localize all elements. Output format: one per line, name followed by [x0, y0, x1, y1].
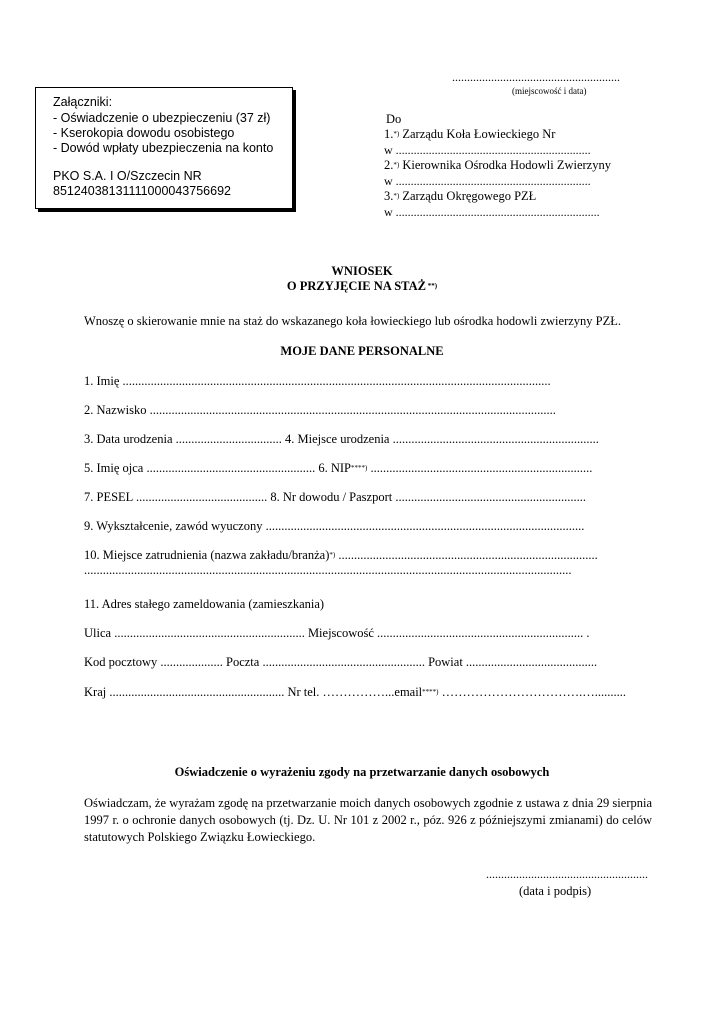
footnote-mark: ****) — [422, 688, 439, 696]
recipient-option-3-field[interactable]: w .................................................................... — [384, 205, 600, 219]
footnote-mark: *) — [329, 551, 336, 559]
consent-text: Oświadczam, że wyrażam zgodę na przetwarzanie moich danych osobowych zgodnie z ustawa z dnia 29 sierpnia 1997 r. o ochronie danych osobowych (tj. Dz. U. Nr 101 z 2002 r., póz. 926 z późniejszymi zmianami) do celów statutowych Polskiego Związku Łowieckiego. — [84, 796, 652, 844]
option-number: 2. — [384, 158, 394, 172]
attachments-box — [35, 87, 293, 209]
place-date-caption: (miejscowość i data) — [512, 86, 587, 96]
attachment-item: - Oświadczenie o ubezpieczeniu (37 zł) — [53, 111, 271, 125]
footnote-mark: ****) — [351, 464, 368, 472]
attachment-item: - Kserokopia dowodu osobistego — [53, 126, 235, 140]
attachments-title: Załączniki: — [53, 95, 113, 109]
document-title: WNIOSEK — [331, 264, 393, 278]
attachment-item: - Dowód wpłaty ubezpieczenia na konto — [53, 141, 274, 155]
recipient-to-label: Do — [386, 112, 402, 126]
footnote-mark: **) — [425, 282, 438, 290]
option-number: 1. — [384, 127, 394, 141]
field-postal-district[interactable]: Kod pocztowy .................... Poczta .................................................... Powiat .......................................... — [84, 655, 598, 669]
option-label: Kierownika Ośrodka Hodowli Zwierzyny — [399, 158, 611, 172]
document-subtitle — [0, 279, 724, 294]
field-text: …………………………….….......... — [438, 685, 627, 699]
option-label: Zarządu Okręgowego PZŁ — [399, 189, 537, 203]
recipient-option-1-field[interactable]: w ................................................................. — [384, 143, 591, 157]
footnote-mark: *) — [393, 192, 400, 200]
bank-name: PKO S.A. I O/Szczecin NR — [53, 169, 202, 183]
field-text: ................................................................................... — [335, 548, 598, 562]
field-employment[interactable] — [84, 548, 598, 563]
field-father-name-nip[interactable] — [84, 461, 592, 476]
signature-line[interactable]: ...................................................... — [486, 867, 648, 881]
field-text: Kraj ........................................................ Nr tel. ……………...email — [84, 685, 423, 699]
footnote-mark: *) — [393, 130, 400, 138]
consent-heading: Oświadczenie o wyrażeniu zgody na przetwarzanie danych osobowych — [174, 765, 550, 779]
field-text: 5. Imię ojca ...................................................... 6. NIP — [84, 461, 351, 475]
field-address-heading: 11. Adres stałego zameldowania (zamieszkania) — [84, 597, 325, 611]
field-first-name[interactable]: 1. Imię ......................................................................................................................................... — [84, 374, 551, 388]
recipient-option-1[interactable] — [384, 127, 555, 142]
section-personal-heading: MOJE DANE PERSONALNE — [280, 344, 444, 358]
recipient-option-2[interactable] — [384, 158, 611, 173]
field-last-name[interactable]: 2. Nazwisko .................................................................................................................................. — [84, 403, 556, 417]
field-text: ....................................................................... — [367, 461, 593, 475]
subtitle-text: O PRZYJĘCIE NA STAŻ — [286, 279, 426, 293]
field-employment-continued[interactable]: ............................................................................................................................................................ — [84, 563, 572, 577]
recipient-option-2-field[interactable]: w ................................................................. — [384, 174, 591, 188]
field-country-phone-email[interactable] — [84, 685, 626, 700]
intro-text: Wnoszę o skierowanie mnie na staż do wskazanego koła łowieckiego lub ośrodka hodowli zwierzyny PZŁ. — [84, 314, 621, 328]
signature-caption: (data i podpis) — [519, 884, 592, 898]
option-number: 3. — [384, 189, 394, 203]
field-text: 10. Miejsce zatrudnienia (nazwa zakładu/branża) — [84, 548, 330, 562]
bank-account-number: 85124038131111000043756692 — [53, 184, 231, 198]
option-label: Zarządu Koła Łowieckiego Nr — [399, 127, 556, 141]
place-date-line[interactable]: ........................................................ — [452, 70, 620, 84]
footnote-mark: *) — [393, 161, 400, 169]
field-education[interactable]: 9. Wykształcenie, zawód wyuczony ...................................................................................................... — [84, 519, 585, 533]
field-pesel-id[interactable]: 7. PESEL .......................................... 8. Nr dowodu / Paszport ............................................................. — [84, 490, 586, 504]
recipient-option-3[interactable] — [384, 189, 536, 204]
field-street-city[interactable]: Ulica ............................................................. Miejscowość .................................................................. . — [84, 626, 590, 640]
field-birth-date-place[interactable]: 3. Data urodzenia .................................. 4. Miejsce urodzenia .................................................................. — [84, 432, 599, 446]
